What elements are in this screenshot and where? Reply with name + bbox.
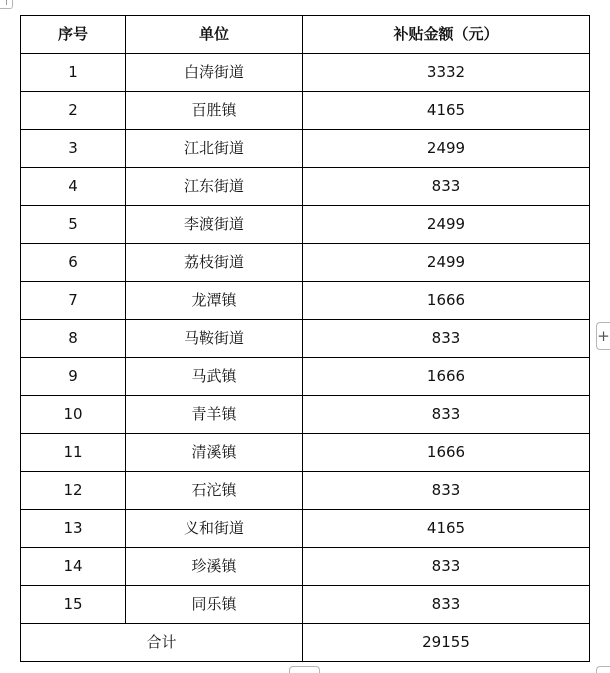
table-row [21,168,590,206]
table-row [21,434,590,472]
cell-no[interactable]: 15 [21,586,126,624]
cell-amount[interactable]: 2499 [303,244,590,282]
table-row [21,320,590,358]
table-row [21,586,590,624]
cell-no[interactable]: 7 [21,282,126,320]
total-amount-cell[interactable]: 29155 [303,624,590,662]
table-row [21,244,590,282]
cell-amount[interactable]: 3332 [303,54,590,92]
table-row [21,510,590,548]
cell-amount[interactable]: 833 [303,396,590,434]
table-header-row [21,16,590,54]
cell-unit[interactable]: 马武镇 [126,358,303,396]
cell-amount[interactable]: 4165 [303,92,590,130]
cell-amount[interactable]: 833 [303,472,590,510]
cell-no[interactable]: 13 [21,510,126,548]
cell-unit[interactable]: 百胜镇 [126,92,303,130]
cell-no[interactable]: 8 [21,320,126,358]
cell-unit[interactable]: 同乐镇 [126,586,303,624]
cell-amount[interactable]: 2499 [303,130,590,168]
header-no[interactable]: 序号 [21,16,126,54]
table-row [21,282,590,320]
cell-no[interactable]: 4 [21,168,126,206]
cell-amount[interactable]: 833 [303,548,590,586]
cell-unit[interactable]: 龙潭镇 [126,282,303,320]
cell-unit[interactable]: 马鞍街道 [126,320,303,358]
table-row [21,548,590,586]
header-amount[interactable]: 补贴金额（元） [303,16,590,54]
cell-amount[interactable]: 833 [303,168,590,206]
cell-unit[interactable]: 白涛街道 [126,54,303,92]
cell-no[interactable]: 2 [21,92,126,130]
cell-unit[interactable]: 江东街道 [126,168,303,206]
cell-no[interactable]: 14 [21,548,126,586]
cell-unit[interactable]: 珍溪镇 [126,548,303,586]
total-row [21,624,590,662]
cell-no[interactable]: 5 [21,206,126,244]
cell-no[interactable]: 3 [21,130,126,168]
cell-amount[interactable]: 2499 [303,206,590,244]
cell-no[interactable]: 6 [21,244,126,282]
cell-amount[interactable]: 833 [303,320,590,358]
cell-unit[interactable]: 青羊镇 [126,396,303,434]
cell-unit[interactable]: 荔枝街道 [126,244,303,282]
cell-unit[interactable]: 义和街道 [126,510,303,548]
cell-unit[interactable]: 清溪镇 [126,434,303,472]
cell-unit[interactable]: 江北街道 [126,130,303,168]
table-row [21,92,590,130]
table-row [21,130,590,168]
cell-unit[interactable]: 石沱镇 [126,472,303,510]
cell-amount[interactable]: 1666 [303,282,590,320]
header-unit[interactable]: 单位 [126,16,303,54]
corner-handle-icon[interactable] [596,666,610,673]
cell-amount[interactable]: 4165 [303,510,590,548]
plus-icon[interactable]: + [596,322,610,350]
table-resize-handle-icon[interactable] [289,666,320,673]
table-row [21,396,590,434]
subsidy-table-container [20,15,589,662]
table-row [21,54,590,92]
cell-no[interactable]: 10 [21,396,126,434]
cell-amount[interactable]: 1666 [303,358,590,396]
cell-amount[interactable]: 833 [303,586,590,624]
cell-no[interactable]: 11 [21,434,126,472]
subsidy-table [20,15,590,662]
table-row [21,472,590,510]
cell-no[interactable]: 12 [21,472,126,510]
cell-amount[interactable]: 1666 [303,434,590,472]
table-row [21,206,590,244]
cell-no[interactable]: 1 [21,54,126,92]
total-label-cell[interactable]: 合计 [21,624,303,662]
table-row [21,358,590,396]
cell-no[interactable]: 9 [21,358,126,396]
cell-unit[interactable]: 李渡街道 [126,206,303,244]
table-move-handle-icon[interactable] [0,0,13,9]
